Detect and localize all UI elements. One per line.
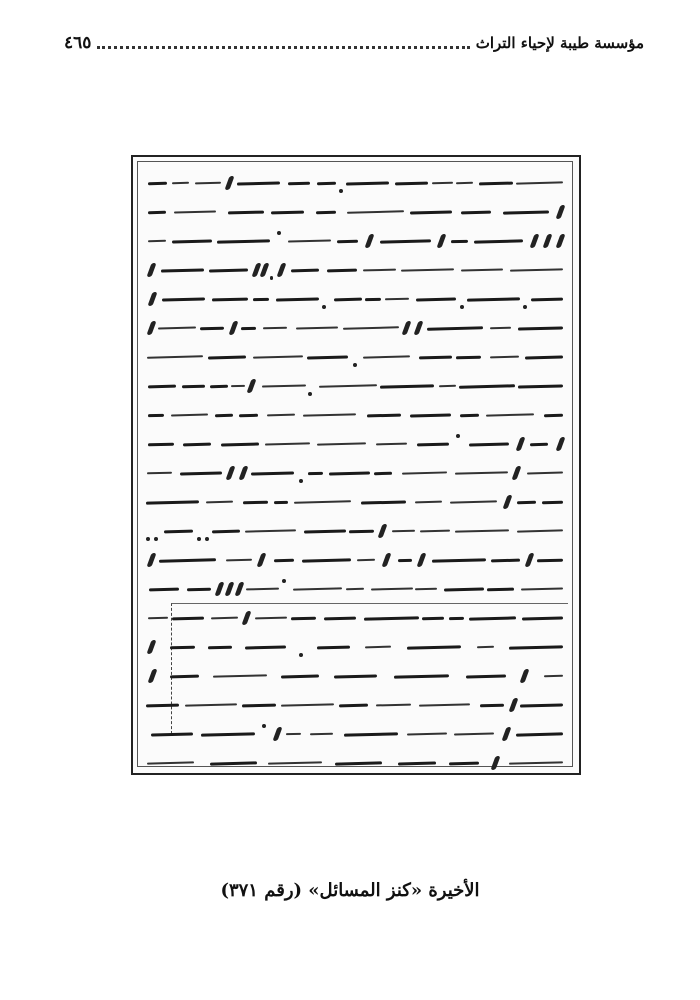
ink-stroke (268, 761, 322, 764)
ink-stroke (357, 559, 375, 561)
ink-stroke (518, 384, 563, 388)
manuscript-line (143, 604, 563, 632)
ink-stroke (146, 500, 199, 504)
ink-stroke (459, 384, 515, 388)
ink-stroke (486, 413, 534, 416)
ink-stroke (316, 210, 336, 214)
page-number: ٤٦٥ (64, 33, 92, 53)
ink-stroke (376, 704, 411, 707)
manuscript-line (143, 720, 563, 748)
ink-stroke (200, 326, 224, 330)
ink-stroke (469, 442, 509, 446)
ink-stroke (146, 472, 171, 475)
ink-stroke (322, 305, 326, 309)
ink-stroke (466, 674, 506, 678)
ink-stroke (522, 616, 563, 620)
ink-stroke (344, 732, 398, 736)
ink-stroke (370, 587, 412, 590)
publisher-name: مؤسسة طيبة لإحياء التراث (475, 34, 644, 52)
ink-stroke (542, 234, 552, 248)
ink-stroke (327, 268, 357, 272)
ink-stroke (415, 588, 437, 591)
ink-stroke (187, 587, 211, 591)
ink-stroke (162, 297, 205, 301)
ink-stroke (308, 392, 312, 396)
ink-stroke (364, 616, 419, 620)
ink-stroke (516, 732, 563, 736)
ink-stroke (308, 471, 323, 474)
ink-stroke (215, 413, 233, 416)
figure-caption: الأخيرة «كنز المسائل» (رقم ٣٧١) (220, 880, 480, 901)
ink-stroke (432, 558, 486, 562)
ink-stroke (183, 442, 211, 446)
ink-stroke (353, 363, 357, 367)
manuscript-line (143, 227, 563, 255)
ink-stroke (380, 239, 431, 243)
ink-stroke (503, 495, 513, 509)
ink-stroke (281, 703, 334, 706)
ink-stroke (518, 326, 563, 330)
ink-stroke (271, 210, 304, 214)
header-leader-dots (97, 46, 469, 49)
ink-stroke (461, 210, 491, 214)
ink-stroke (380, 384, 434, 388)
ink-stroke (286, 733, 301, 735)
ink-stroke (480, 703, 504, 707)
ink-stroke (416, 297, 456, 301)
ink-stroke (490, 356, 519, 359)
ink-stroke (282, 579, 286, 583)
ink-stroke (520, 669, 530, 683)
ink-stroke (329, 471, 370, 475)
ink-stroke (228, 321, 238, 335)
ink-stroke (237, 181, 280, 185)
ink-stroke (419, 355, 452, 359)
ink-stroke (148, 617, 168, 620)
ink-stroke (361, 500, 406, 504)
manuscript-line (143, 575, 563, 603)
ink-stroke (376, 443, 407, 446)
ink-stroke (544, 675, 563, 677)
ink-stroke (262, 724, 266, 728)
ink-stroke (146, 703, 179, 707)
ink-stroke (450, 500, 497, 503)
ink-stroke (544, 413, 563, 416)
ink-stroke (239, 466, 249, 480)
ink-stroke (537, 558, 563, 562)
ink-stroke (294, 500, 351, 503)
ink-stroke (231, 385, 245, 387)
ink-stroke (394, 181, 427, 185)
ink-stroke (304, 529, 346, 533)
ink-stroke (270, 276, 274, 280)
ink-stroke (367, 413, 402, 417)
ink-stroke (402, 471, 447, 474)
ink-stroke (479, 181, 513, 185)
manuscript-line (143, 691, 563, 719)
ink-stroke (303, 413, 356, 416)
ink-stroke (148, 240, 166, 242)
ink-stroke (172, 182, 189, 184)
manuscript-line (143, 749, 563, 777)
ink-stroke (225, 466, 235, 480)
ink-stroke (172, 616, 204, 620)
ink-stroke (527, 472, 563, 475)
ink-stroke (334, 674, 377, 678)
manuscript-line (143, 198, 563, 226)
ink-stroke (210, 761, 257, 765)
ink-stroke (149, 587, 179, 591)
ink-stroke (239, 413, 258, 416)
manuscript-handwriting (143, 169, 563, 759)
ink-stroke (182, 384, 206, 388)
ink-stroke (337, 239, 358, 243)
ink-stroke (455, 471, 508, 474)
ink-stroke (208, 645, 232, 649)
manuscript-line (143, 256, 563, 284)
ink-stroke (451, 239, 468, 242)
ink-stroke (243, 500, 268, 504)
ink-stroke (241, 326, 256, 329)
ink-stroke (455, 529, 509, 532)
ink-stroke (511, 466, 521, 480)
ink-stroke (419, 703, 470, 706)
ink-stroke (490, 327, 511, 330)
ink-stroke (288, 181, 310, 185)
ink-stroke (260, 263, 270, 277)
ink-stroke (456, 182, 473, 184)
ink-stroke (185, 703, 237, 706)
ink-stroke (517, 529, 563, 532)
ink-stroke (523, 305, 527, 309)
ink-stroke (262, 384, 306, 387)
ink-stroke (394, 674, 449, 678)
ink-stroke (212, 297, 248, 301)
manuscript-line (143, 285, 563, 313)
ink-stroke (253, 297, 269, 300)
ink-stroke (454, 732, 494, 735)
ink-stroke (410, 413, 451, 417)
ink-stroke (401, 321, 411, 335)
ink-stroke (460, 413, 479, 416)
ink-stroke (444, 587, 484, 591)
ink-stroke (456, 434, 460, 438)
ink-stroke (195, 182, 221, 185)
ink-stroke (148, 442, 175, 446)
ink-stroke (159, 558, 216, 562)
ink-stroke (339, 703, 368, 707)
ink-stroke (247, 379, 257, 393)
ink-stroke (449, 616, 464, 619)
ink-stroke (164, 529, 193, 533)
ink-stroke (407, 645, 461, 649)
manuscript-line (143, 662, 563, 690)
ink-stroke (427, 326, 483, 330)
ink-stroke (274, 500, 288, 503)
manuscript-line (143, 401, 563, 429)
ink-stroke (147, 321, 157, 335)
ink-stroke (365, 646, 391, 649)
ink-stroke (422, 616, 444, 620)
ink-stroke (147, 355, 203, 358)
ink-stroke (291, 268, 319, 272)
ink-stroke (307, 355, 348, 359)
ink-stroke (456, 355, 481, 359)
ink-stroke (503, 210, 550, 214)
ink-stroke (235, 582, 245, 596)
ink-stroke (276, 263, 286, 277)
manuscript-line (143, 430, 563, 458)
ink-stroke (217, 239, 270, 243)
ink-stroke (417, 553, 427, 567)
ink-stroke (257, 553, 267, 567)
ink-stroke (346, 588, 364, 590)
ink-stroke (209, 268, 248, 272)
ink-stroke (349, 529, 374, 533)
ink-stroke (521, 587, 563, 590)
ink-stroke (151, 732, 193, 736)
ink-stroke (477, 646, 494, 648)
ink-stroke (253, 355, 303, 358)
ink-stroke (274, 558, 294, 562)
ink-stroke (206, 501, 233, 504)
ink-stroke (365, 297, 381, 300)
ink-stroke (293, 587, 342, 590)
ink-stroke (487, 587, 514, 591)
ink-stroke (474, 239, 523, 243)
ink-stroke (262, 327, 286, 330)
ink-stroke (490, 756, 500, 770)
ink-stroke (302, 558, 351, 562)
ink-stroke (171, 414, 208, 417)
ink-stroke (449, 761, 479, 765)
ink-stroke (197, 537, 201, 541)
ink-stroke (436, 234, 446, 248)
ink-stroke (529, 234, 539, 248)
ink-stroke (147, 669, 157, 683)
ink-stroke (439, 385, 456, 387)
ink-stroke (530, 442, 548, 445)
ink-stroke (461, 268, 503, 271)
ink-stroke (221, 442, 259, 446)
manuscript-line (143, 517, 563, 545)
ink-stroke (299, 653, 303, 657)
ink-stroke (208, 355, 247, 359)
ink-stroke (363, 355, 410, 358)
ink-stroke (509, 698, 519, 712)
ink-stroke (401, 268, 454, 271)
ink-stroke (364, 234, 374, 248)
ink-stroke (382, 553, 392, 567)
ink-stroke (299, 479, 303, 483)
ink-stroke (146, 263, 156, 277)
ink-stroke (212, 529, 240, 533)
ink-stroke (210, 617, 237, 620)
ink-stroke (170, 645, 195, 649)
ink-stroke (317, 645, 351, 649)
ink-stroke (154, 537, 158, 541)
ink-stroke (161, 268, 204, 272)
ink-stroke (343, 326, 399, 329)
ink-stroke (363, 269, 396, 272)
ink-stroke (516, 181, 563, 184)
ink-stroke (377, 524, 387, 538)
ink-stroke (147, 292, 157, 306)
manuscript-line (143, 372, 563, 400)
manuscript-line (143, 633, 563, 661)
ink-stroke (374, 471, 392, 474)
ink-stroke (509, 761, 563, 764)
ink-stroke (334, 297, 362, 301)
ink-stroke (432, 182, 453, 185)
ink-stroke (224, 582, 234, 596)
ink-stroke (398, 558, 412, 561)
ink-stroke (531, 297, 563, 301)
manuscript-line (143, 343, 563, 371)
ink-stroke (251, 471, 294, 475)
manuscript-line (143, 546, 563, 574)
ink-stroke (347, 210, 404, 213)
manuscript-line (143, 169, 563, 197)
ink-stroke (242, 703, 276, 707)
ink-stroke (491, 558, 521, 562)
ink-stroke (228, 210, 264, 214)
ink-stroke (242, 611, 252, 625)
ink-stroke (420, 530, 450, 533)
ink-stroke (281, 674, 319, 678)
ink-stroke (226, 559, 252, 562)
ink-stroke (324, 616, 356, 620)
running-header (64, 28, 644, 58)
ink-stroke (414, 321, 424, 335)
ink-stroke (148, 413, 165, 416)
ink-stroke (277, 231, 281, 235)
ink-stroke (415, 501, 442, 504)
ink-stroke (525, 355, 563, 359)
ink-stroke (276, 297, 319, 301)
ink-stroke (469, 616, 516, 620)
manuscript-line (143, 459, 563, 487)
ink-stroke (245, 529, 296, 532)
ink-stroke (267, 414, 295, 417)
ink-stroke (510, 268, 563, 271)
ink-stroke (255, 617, 287, 620)
ink-stroke (146, 537, 150, 541)
ink-stroke (246, 588, 279, 591)
manuscript-line (143, 314, 563, 342)
ink-stroke (397, 761, 435, 765)
manuscript-image (131, 155, 581, 775)
ink-stroke (392, 530, 415, 533)
ink-stroke (200, 732, 254, 736)
ink-stroke (147, 640, 157, 654)
ink-stroke (180, 471, 222, 475)
ink-stroke (245, 645, 286, 649)
ink-stroke (148, 384, 176, 388)
ink-stroke (317, 442, 366, 445)
ink-stroke (158, 326, 196, 329)
ink-stroke (205, 537, 209, 541)
ink-stroke (265, 442, 310, 445)
ink-stroke (460, 305, 464, 309)
ink-stroke (525, 553, 535, 567)
ink-stroke (509, 645, 563, 649)
ink-stroke (146, 553, 156, 567)
ink-stroke (214, 582, 224, 596)
manuscript-line (143, 488, 563, 516)
ink-stroke (148, 181, 167, 184)
ink-stroke (410, 210, 452, 214)
ink-stroke (291, 616, 316, 620)
ink-stroke (170, 674, 199, 678)
ink-stroke (317, 181, 336, 185)
ink-stroke (517, 500, 536, 503)
ink-stroke (542, 500, 563, 504)
ink-stroke (335, 761, 382, 765)
ink-stroke (296, 326, 338, 329)
ink-stroke (224, 176, 234, 190)
ink-stroke (147, 761, 194, 764)
ink-stroke (319, 384, 377, 388)
ink-stroke (502, 727, 512, 741)
ink-stroke (515, 437, 525, 451)
ink-stroke (417, 442, 449, 446)
ink-stroke (148, 210, 166, 213)
ink-stroke (466, 297, 519, 301)
ink-stroke (213, 674, 267, 677)
ink-stroke (385, 298, 409, 301)
ink-stroke (210, 384, 228, 387)
ink-stroke (172, 239, 212, 243)
ink-stroke (272, 727, 282, 741)
ink-stroke (407, 732, 447, 735)
ink-stroke (174, 210, 216, 213)
ink-stroke (339, 189, 343, 193)
ink-stroke (288, 239, 331, 242)
ink-stroke (520, 703, 563, 707)
ink-stroke (346, 181, 389, 185)
ink-stroke (310, 733, 333, 736)
